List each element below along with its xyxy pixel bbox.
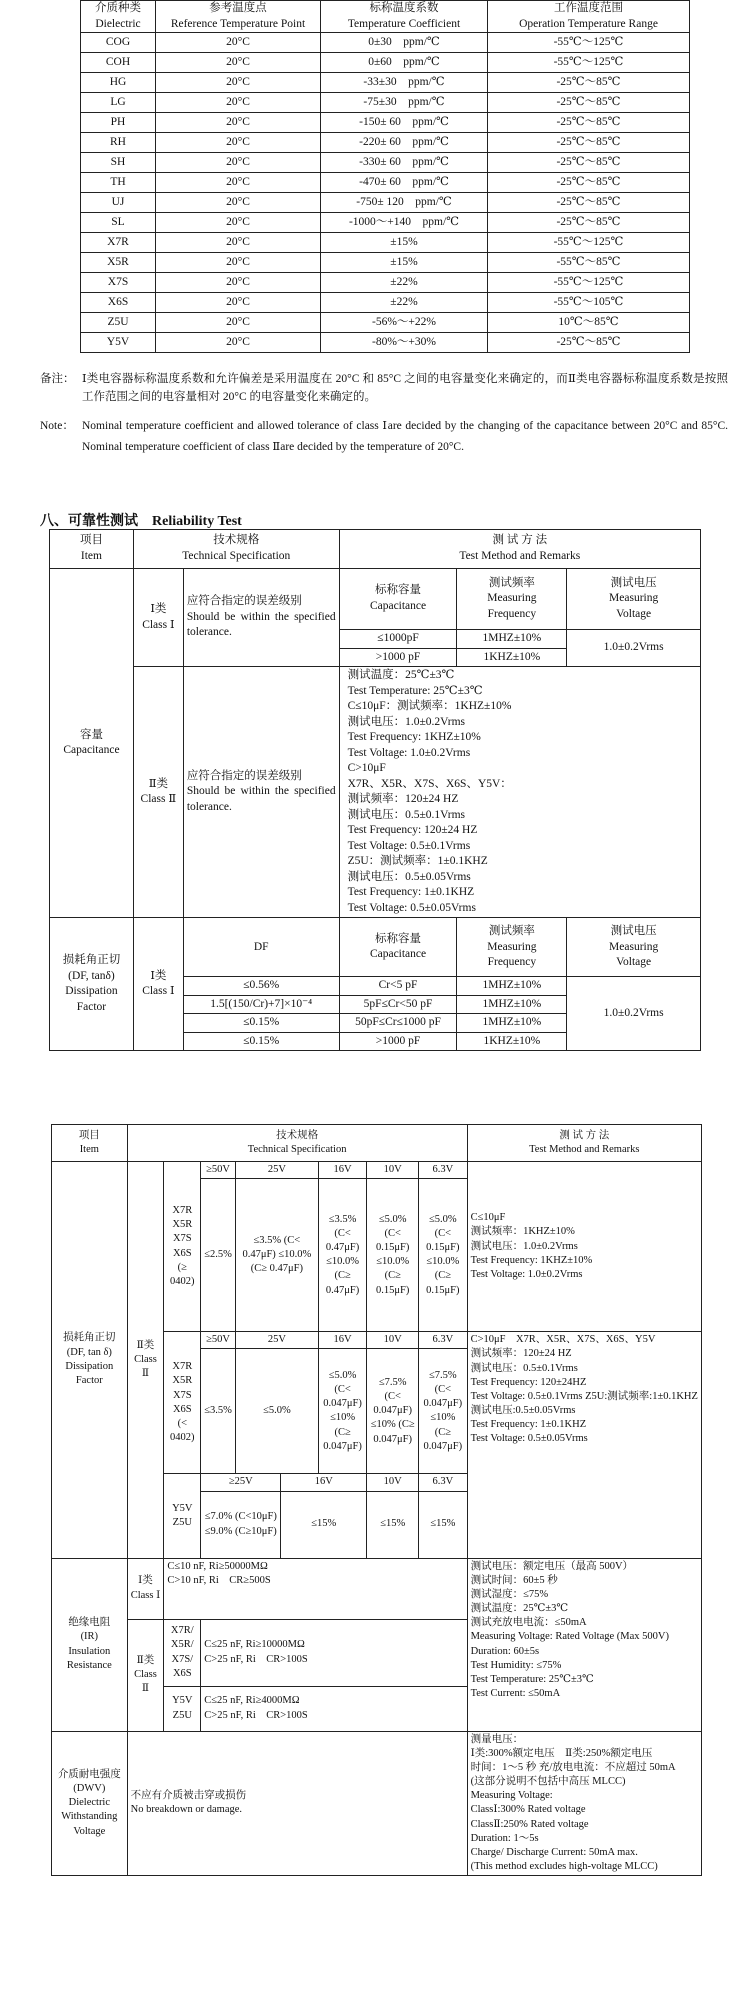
g3-cell: ≤15% xyxy=(367,1491,419,1558)
text-line: Test Frequency: 1±0.1KHZ xyxy=(470,1419,587,1431)
table-row xyxy=(81,293,690,313)
temp-table-body xyxy=(81,33,690,353)
op-range-cell: -25℃～85℃ xyxy=(488,113,690,133)
g3-types: Y5V Z5U xyxy=(164,1474,201,1558)
op-range-cell: -55℃～105℃ xyxy=(488,293,690,313)
text-line: 测试电压：1.0±0.2Vrms xyxy=(347,715,466,728)
dielectric-cell: LG xyxy=(81,93,156,113)
dielectric-cell: SH xyxy=(81,153,156,173)
g1-first: ≤2.5% xyxy=(201,1179,236,1332)
sub-header-cap: 标称容量 Capacitance xyxy=(339,569,457,630)
df-value: ≤0.56% xyxy=(183,977,339,996)
note-zh-text: Ⅰ类电容器标称温度系数和允许偏差是采用温度在 20°C 和 85°C 之间的电容量变化来确定的，而Ⅱ类电容器标称温度系数是按照工作范围之间的电容量相对 20°C 的电容量变化来确定的。 xyxy=(82,373,728,404)
text-line: C>10μF xyxy=(347,762,386,775)
op-range-cell: -25℃～85℃ xyxy=(488,133,690,153)
sub-header-freq: 测试频率 Measuring Frequency xyxy=(457,569,567,630)
g1-cell: ≤5.0% (C< 0.15μF) ≤10.0% (C≥ 0.15μF) xyxy=(419,1179,467,1332)
ref-temp-cell: 20°C xyxy=(156,313,321,333)
ir-class-1: Ⅰ类 Class Ⅰ xyxy=(127,1558,164,1619)
dielectric-cell: HG xyxy=(81,73,156,93)
text-line: (这部分说明不包括中高压 MLCC) xyxy=(470,1776,626,1788)
dwv-test-lines xyxy=(471,1733,698,1875)
table-row xyxy=(81,273,690,293)
g3-cell: ≤15% xyxy=(281,1491,367,1558)
temperature-characteristics-table xyxy=(80,0,690,353)
dielectric-cell: Z5U xyxy=(81,313,156,333)
temp-coef-cell: ±15% xyxy=(321,233,488,253)
ref-temp-cell: 20°C xyxy=(156,93,321,113)
g1-col: 6.3V xyxy=(419,1162,467,1179)
class2-test-method xyxy=(339,667,700,918)
voltage-class1: 1.0±0.2Vrms xyxy=(567,630,701,667)
df-cap: Cr<5 pF xyxy=(339,977,457,996)
g2-col: ≥50V xyxy=(201,1332,236,1349)
g2-col: 6.3V xyxy=(419,1332,467,1349)
text-line: C≤10μF：测试频率：1KHZ±10% xyxy=(347,700,512,713)
temp-coef-cell: -75±30 ppm/℃ xyxy=(321,93,488,113)
ir-class1-spec: C≤10 nF, Ri≥50000MΩ C>10 nF, Ri CR≥500S xyxy=(164,1558,467,1619)
df-class-1: Ⅰ类 Class Ⅰ xyxy=(133,918,183,1051)
temp-coef-cell: ±22% xyxy=(321,273,488,293)
g1-cell: ≤3.5% (C< 0.47μF) ≤10.0% (C≥ 0.47μF) xyxy=(318,1179,366,1332)
df-value: ≤0.15% xyxy=(183,1014,339,1033)
ir-class-2: Ⅱ类 Class Ⅱ xyxy=(127,1619,164,1731)
text-line: Charge/ Discharge Current: 50mA max. xyxy=(470,1846,638,1858)
df-freq: 1KHZ±10% xyxy=(457,1032,567,1051)
text-line: Test Current: ≤50mA xyxy=(470,1688,561,1700)
header-item: 项目 Item xyxy=(50,530,134,569)
header-test: 测 试 方 法 Test Method and Remarks xyxy=(339,530,700,569)
df-cap: >1000 pF xyxy=(339,1032,457,1051)
text-line: 测试频率：1KHZ±10% xyxy=(470,1226,575,1238)
text-line: 测试电压：0.5±0.05Vrms xyxy=(347,870,471,883)
notes-en xyxy=(40,416,730,459)
g3-col: 10V xyxy=(367,1474,419,1491)
ir-c2b-types: Y5V Z5U xyxy=(164,1686,201,1731)
df-freq: 1MHZ±10% xyxy=(457,977,567,996)
class-2: Ⅱ类 Class Ⅱ xyxy=(133,667,183,918)
dielectric-cell: X7S xyxy=(81,273,156,293)
text-line: Test Frequency: 1±0.1KHZ xyxy=(347,886,475,899)
df-class-2: Ⅱ类 Class Ⅱ xyxy=(127,1162,164,1559)
g3-col: ≥25V xyxy=(201,1474,281,1491)
text-line: 测试频率：120±24 HZ xyxy=(347,793,459,806)
header-ref-temp: 参考温度点 Reference Temperature Point xyxy=(156,1,321,33)
ref-temp-cell: 20°C xyxy=(156,113,321,133)
item-df-class2: 损耗角正切(DF, tan δ) Dissipation Factor xyxy=(52,1162,128,1559)
op-range-cell: -55℃～125℃ xyxy=(488,53,690,73)
temp-coef-cell: 0±30 ppm/℃ xyxy=(321,33,488,53)
dielectric-cell: PH xyxy=(81,113,156,133)
table-row xyxy=(50,569,701,630)
dielectric-cell: COH xyxy=(81,53,156,73)
text-line: (This method excludes high-voltage MLCC) xyxy=(470,1861,658,1873)
temp-coef-cell: ±22% xyxy=(321,293,488,313)
g2-types: X7R X5R X7S X6S (< 0402) xyxy=(164,1332,201,1474)
op-range-cell: 10℃～85℃ xyxy=(488,313,690,333)
table-row xyxy=(81,333,690,353)
text-line: C≤10μF xyxy=(470,1212,506,1224)
ref-temp-cell: 20°C xyxy=(156,293,321,313)
cap-gt-1000: >1000 pF xyxy=(339,648,457,667)
reliability-table-1 xyxy=(49,529,701,1051)
table-row xyxy=(52,1731,702,1876)
ir-c2a-spec: C≤25 nF, Ri≥10000MΩ C>25 nF, Ri CR>100S xyxy=(201,1619,467,1686)
text-line: Measuring Voltage: xyxy=(470,1790,553,1802)
temp-coef-cell: 0±60 ppm/℃ xyxy=(321,53,488,73)
spec-class-2: 应符合指定的误差级别 Should be within the specified tolerance. xyxy=(183,667,339,918)
table-row xyxy=(81,213,690,233)
table-row xyxy=(52,1162,702,1179)
temp-coef-cell: -33±30 ppm/℃ xyxy=(321,73,488,93)
g3-first: ≤7.0% (C<10μF) ≤9.0% (C≥10μF) xyxy=(201,1491,281,1558)
class-1: Ⅰ类 Class Ⅰ xyxy=(133,569,183,667)
table-row xyxy=(81,153,690,173)
ref-temp-cell: 20°C xyxy=(156,153,321,173)
text-line: ClassⅡ:250% Rated voltage xyxy=(470,1818,589,1830)
op-range-cell: -25℃～85℃ xyxy=(488,173,690,193)
header-temp-coef: 标称温度系数 Temperature Coefficient xyxy=(321,1,488,33)
table-row xyxy=(81,53,690,73)
spec-class-1: 应符合指定的误差级别 Should be within the specified tolerance. xyxy=(183,569,339,667)
text-line: 测试温度：25℃±3℃ xyxy=(470,1603,569,1615)
table-header-row xyxy=(50,530,701,569)
text-line: 测试时间：60±5 秒 xyxy=(470,1574,558,1586)
temp-coef-cell: ±15% xyxy=(321,253,488,273)
text-line: 测试电压：1.0±0.2Vrms xyxy=(470,1240,578,1252)
dielectric-cell: X5R xyxy=(81,253,156,273)
temp-coef-cell: -56%～+22% xyxy=(321,313,488,333)
text-line: Test Temperature: 25℃±3℃ xyxy=(470,1673,594,1685)
op-range-cell: -55℃～125℃ xyxy=(488,273,690,293)
ir-c2a-types: X7R/ X5R/ X7S/ X6S xyxy=(164,1619,201,1686)
df-sub-freq: 测试频率 Measuring Frequency xyxy=(457,918,567,977)
dielectric-cell: SL xyxy=(81,213,156,233)
table-row xyxy=(81,193,690,213)
g2-col: 16V xyxy=(318,1332,366,1349)
g2-col: 10V xyxy=(367,1332,419,1349)
g3-cell: ≤15% xyxy=(419,1491,467,1558)
g1-col: ≥50V xyxy=(201,1162,236,1179)
freq-1khz: 1KHZ±10% xyxy=(457,648,567,667)
g1-cell: ≤3.5% (C< 0.47μF) ≤10.0% (C≥ 0.47μF) xyxy=(235,1179,318,1332)
op-range-cell: -25℃～85℃ xyxy=(488,333,690,353)
ref-temp-cell: 20°C xyxy=(156,213,321,233)
header-dielectric: 介质种类 Dielectric xyxy=(81,1,156,33)
text-line: Test Frequency: 1KHZ±10% xyxy=(470,1254,593,1266)
item-capacitance: 容量 Capacitance xyxy=(50,569,134,918)
df-sub-cap: 标称容量 Capacitance xyxy=(339,918,457,977)
temp-coef-cell: -80%～+30% xyxy=(321,333,488,353)
text-line: Duration: 60±5s xyxy=(470,1645,540,1657)
text-line: 测试电压:0.5±0.05Vrms xyxy=(470,1405,576,1417)
header-spec: 技术规格 Technical Specification xyxy=(127,1125,467,1162)
g1-cell: ≤5.0% (C< 0.15μF) ≤10.0% (C≥ 0.15μF) xyxy=(367,1179,419,1332)
table-row xyxy=(81,93,690,113)
text-line: 时间：1～5 秒 充/放电电流：不应超过 50mA xyxy=(470,1761,676,1773)
note-en-text: Nominal temperature coefficient and allowed tolerance of class Ⅰare decided by the changing of the capacitance between 20°C and 85°C. Nominal temperature coefficient of class Ⅱare decided by the temperature of 20°C. xyxy=(82,420,728,454)
ir-test-lines xyxy=(471,1560,698,1702)
ref-temp-cell: 20°C xyxy=(156,273,321,293)
g2-cell: ≤5.0% (C< 0.047μF) ≤10% (C≥ 0.047μF) xyxy=(318,1349,366,1474)
ref-temp-cell: 20°C xyxy=(156,333,321,353)
text-line: Duration: 1～5s xyxy=(470,1832,539,1844)
dielectric-cell: COG xyxy=(81,33,156,53)
header-op-range: 工作温度范围 Operation Temperature Range xyxy=(488,1,690,33)
op-range-cell: -25℃～85℃ xyxy=(488,73,690,93)
table-row xyxy=(81,233,690,253)
df-freq: 1MHZ±10% xyxy=(457,995,567,1014)
text-line: 测试电压：0.5±0.1Vrms xyxy=(470,1362,578,1374)
text-line: ClassⅠ:300% Rated voltage xyxy=(470,1804,586,1816)
ir-test-method xyxy=(467,1558,701,1731)
table-header-row xyxy=(81,1,690,33)
ref-temp-cell: 20°C xyxy=(156,253,321,273)
text-line: 测试电压：额定电压（最高 500V） xyxy=(470,1560,634,1572)
header-spec: 技术规格 Technical Specification xyxy=(133,530,339,569)
ref-temp-cell: 20°C xyxy=(156,233,321,253)
dielectric-cell: X6S xyxy=(81,293,156,313)
op-range-cell: -25℃～85℃ xyxy=(488,193,690,213)
text-line: Test Frequency: 120±24HZ xyxy=(470,1376,587,1388)
text-line: 测试温度：25℃±3℃ xyxy=(347,669,455,682)
table-row xyxy=(52,1558,702,1619)
ref-temp-cell: 20°C xyxy=(156,33,321,53)
op-range-cell: -55℃～125℃ xyxy=(488,233,690,253)
text-line: 测试充放电电流：≤50mA xyxy=(470,1617,587,1629)
df-cap: 50pF≤Cr≤1000 pF xyxy=(339,1014,457,1033)
text-line: Measuring Voltage: Rated Voltage (Max 500V) xyxy=(470,1631,669,1643)
temp-coef-cell: -150± 60 ppm/℃ xyxy=(321,113,488,133)
df-test-c-le-10 xyxy=(467,1162,701,1332)
text-line: Test Temperature: 25℃±3℃ xyxy=(347,684,483,697)
table-row xyxy=(50,918,701,977)
table-row xyxy=(81,73,690,93)
text-line: Z5U：测试频率：1±0.1KHZ xyxy=(347,855,488,868)
text-line: Test Voltage: 0.5±0.05Vrms xyxy=(470,1433,588,1445)
temp-coef-cell: -470± 60 ppm/℃ xyxy=(321,173,488,193)
dielectric-cell: TH xyxy=(81,173,156,193)
reliability-table-2 xyxy=(51,1124,702,1876)
g2-cell: ≤7.5% (C< 0.047μF) ≤10% (C≥ 0.047μF) xyxy=(367,1349,419,1474)
text-line: 测量电压： xyxy=(470,1733,524,1745)
note-en-label: Note： xyxy=(40,420,74,432)
op-range-cell: -55℃～125℃ xyxy=(488,33,690,53)
text-line: Test Voltage: 0.5±0.1Vrms Z5U:测试频率:1±0.1KHZ xyxy=(470,1390,698,1402)
item-df: 损耗角正切 (DF, tanδ) Dissipation Factor xyxy=(50,918,134,1051)
g1-col: 16V xyxy=(318,1162,366,1179)
text-line: Test Voltage: 1.0±0.2Vrms xyxy=(470,1268,583,1280)
text-line: 测试湿度：≤75% xyxy=(470,1588,549,1600)
temp-coef-cell: -1000～+140 ppm/℃ xyxy=(321,213,488,233)
ir-c2b-spec: C≤25 nF, Ri≥4000MΩ C>25 nF, Ri CR>100S xyxy=(201,1686,467,1731)
text-line: C>10μF X7R、X5R、X7S、X6S、Y5V xyxy=(470,1334,656,1346)
text-line: Test Humidity: ≤75% xyxy=(470,1659,562,1671)
text-line: Test Voltage: 1.0±0.2Vrms xyxy=(347,746,471,759)
ref-temp-cell: 20°C xyxy=(156,53,321,73)
temp-coef-cell: -330± 60 ppm/℃ xyxy=(321,153,488,173)
text-line: Test Voltage: 0.5±0.1Vrms xyxy=(347,839,471,852)
dielectric-cell: Y5V xyxy=(81,333,156,353)
op-range-cell: -25℃～85℃ xyxy=(488,93,690,113)
df-voltage: 1.0±0.2Vrms xyxy=(567,977,701,1051)
dwv-test-method xyxy=(467,1731,701,1876)
table-row xyxy=(81,133,690,153)
ref-temp-cell: 20°C xyxy=(156,73,321,93)
dielectric-cell: X7R xyxy=(81,233,156,253)
text-line: 测试频率：120±24 HZ xyxy=(470,1348,572,1360)
df-sub-volt: 测试电压 Measuring Voltage xyxy=(567,918,701,977)
header-item: 项目 Item xyxy=(52,1125,128,1162)
table-row xyxy=(81,113,690,133)
df-test-c-gt-10 xyxy=(467,1332,701,1558)
notes-zh xyxy=(40,370,730,407)
df-cap: 5pF≤Cr<50 pF xyxy=(339,995,457,1014)
op-range-cell: -25℃～85℃ xyxy=(488,213,690,233)
temp-coef-cell: -750± 120 ppm/℃ xyxy=(321,193,488,213)
cap-le-1000: ≤1000pF xyxy=(339,630,457,649)
g2-first: ≤3.5% xyxy=(201,1349,236,1474)
ref-temp-cell: 20°C xyxy=(156,193,321,213)
dwv-spec: 不应有介质被击穿或损伤 No breakdown or damage. xyxy=(127,1731,467,1876)
text-line: X7R、X5R、X7S、X6S、Y5V： xyxy=(347,777,512,790)
temp-coef-cell: -220± 60 ppm/℃ xyxy=(321,133,488,153)
text-line: Ⅰ类:300%额定电压 Ⅱ类:250%额定电压 xyxy=(470,1747,653,1759)
ref-temp-cell: 20°C xyxy=(156,133,321,153)
dielectric-cell: UJ xyxy=(81,193,156,213)
g1-col: 25V xyxy=(235,1162,318,1179)
note-zh-label: 备注： xyxy=(40,373,75,385)
g3-col: 6.3V xyxy=(419,1474,467,1491)
text-line: Test Frequency: 120±24 HZ xyxy=(347,824,478,837)
table-row xyxy=(81,33,690,53)
df-header: DF xyxy=(183,918,339,977)
class2-test-lines xyxy=(348,668,697,916)
g3-col: 16V xyxy=(281,1474,367,1491)
dielectric-cell: RH xyxy=(81,133,156,153)
g1-types: X7R X5R X7S X6S (≥ 0402) xyxy=(164,1162,201,1332)
table-row xyxy=(81,173,690,193)
item-dwv: 介质耐电强度(DWV) Dielectric Withstanding Voltage xyxy=(52,1731,128,1876)
sub-header-volt: 测试电压 Measuring Voltage xyxy=(567,569,701,630)
ref-temp-cell: 20°C xyxy=(156,173,321,193)
freq-1mhz: 1MHZ±10% xyxy=(457,630,567,649)
df-value: ≤0.15% xyxy=(183,1032,339,1051)
op-range-cell: -25℃～85℃ xyxy=(488,153,690,173)
op-range-cell: -55℃～85℃ xyxy=(488,253,690,273)
g2-col: 25V xyxy=(235,1332,318,1349)
text-line: Test Frequency: 1KHZ±10% xyxy=(347,731,481,744)
table-header-row xyxy=(52,1125,702,1162)
df-test-lines-2 xyxy=(471,1333,698,1446)
header-test: 测 试 方 法 Test Method and Remarks xyxy=(467,1125,701,1162)
item-ir: 绝缘电阻 (IR) Insulation Resistance xyxy=(52,1558,128,1731)
df-freq: 1MHZ±10% xyxy=(457,1014,567,1033)
df-test-lines-1 xyxy=(471,1211,698,1282)
df-value: 1.5[(150/Cr)+7]×10⁻⁴ xyxy=(183,995,339,1014)
table-row xyxy=(81,253,690,273)
text-line: 测试电压：0.5±0.1Vrms xyxy=(347,808,466,821)
g2-cell: ≤5.0% xyxy=(235,1349,318,1474)
g2-cell: ≤7.5% (C< 0.047μF) ≤10% (C≥ 0.047μF) xyxy=(419,1349,467,1474)
section-title: 八、可靠性测试 Reliability Test xyxy=(40,514,242,529)
g1-col: 10V xyxy=(367,1162,419,1179)
text-line: Test Voltage: 0.5±0.05Vrms xyxy=(347,901,476,914)
table-row xyxy=(81,313,690,333)
